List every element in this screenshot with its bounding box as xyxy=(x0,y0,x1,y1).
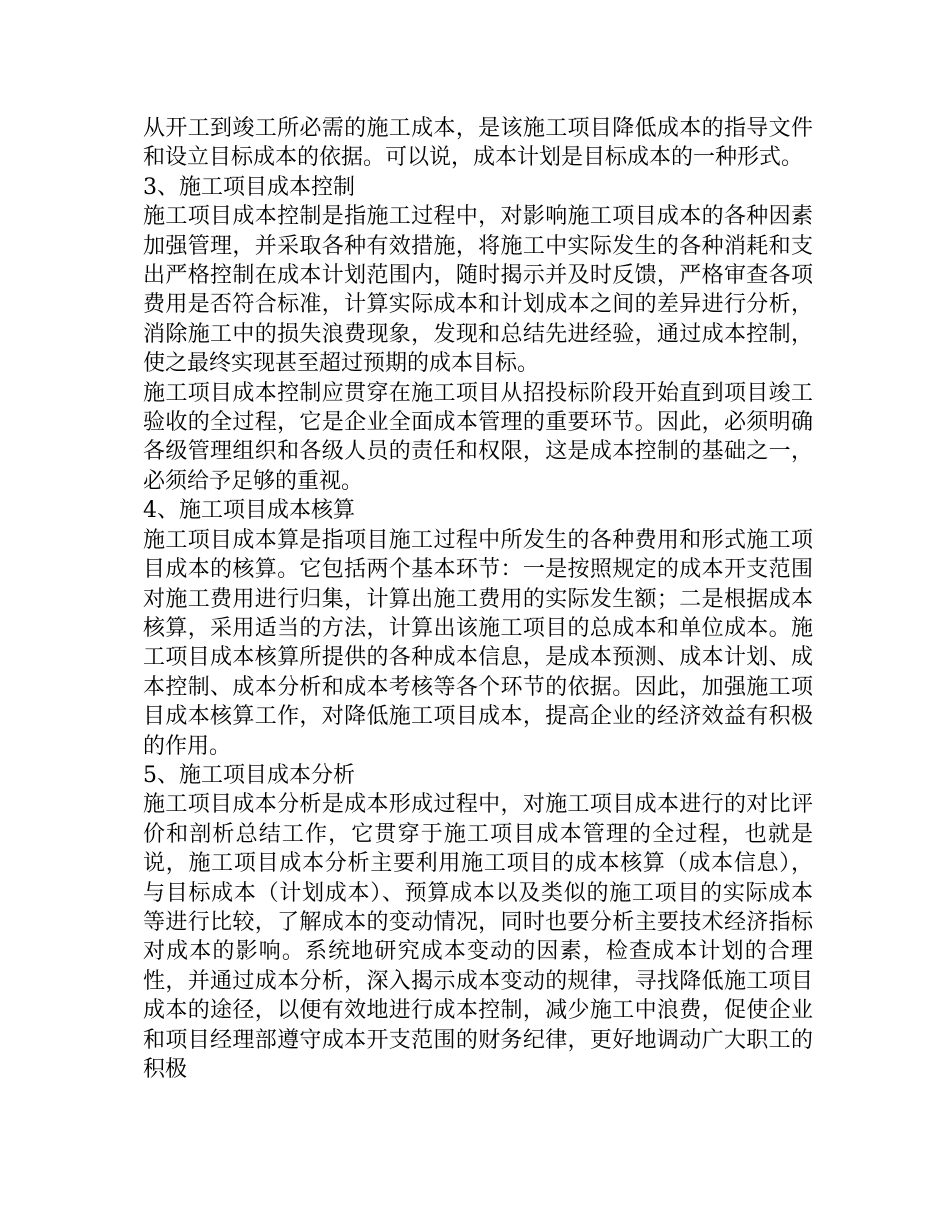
paragraph-cost-plan-continuation: 从开工到竣工所必需的施工成本，是该施工项目降低成本的指导文件和设立目标成本的依据。可以说，成本计划是目标成本的一种形式。 xyxy=(143,116,813,171)
paragraph-cost-analysis: 施工项目成本分析是成本形成过程中，对施工项目成本进行的对比评价和剖析总结工作，它贯穿于施工项目成本管理的全过程，也就是说，施工项目成本分析主要利用施工项目的成本核算（成本信息），与目标成本（计划成本）、预算成本以及类似的施工项目的实际成本等进行比较，了解成本的变动情况，同时也要分析主要技术经济指标对成本的影响。系统地研究成本变动的因素，检查成本计划的合理性，并通过成本分析，深入揭示成本变动的规律，寻找降低施工项目成本的途径，以便有效地进行成本控制，减少施工中浪费，促使企业和项目经理部遵守成本开支范围的财务纪律，更好地调动广大职工的积极 xyxy=(143,792,813,1082)
paragraph-cost-accounting: 施工项目成本算是指项目施工过程中所发生的各种费用和形式施工项目成本的核算。它包括两个基本环节：一是按照规定的成本开支范围对施工费用进行归集，计算出施工费用的实际发生额；二是根据成本核算，采用适当的方法，计算出该施工项目的总成本和单位成本。施工项目成本核算所提供的各种成本信息，是成本预测、成本计划、成本控制、成本分析和成本考核等各个环节的依据。因此，加强施工项目成本核算工作，对降低施工项目成本，提高企业的经济效益有积极的作用。 xyxy=(143,527,813,759)
heading-cost-control: 3、施工项目成本控制 xyxy=(143,174,355,200)
paragraph-cost-control-definition: 施工项目成本控制是指施工过程中，对影响施工项目成本的各种因素加强管理，并采取各种有效措施，将施工中实际发生的各种消耗和支出严格控制在成本计划范围内，随时揭示并及时反馈，严格审查各项费用是否符合标准，计算实际成本和计划成本之间的差异进行分析，消除施工中的损失浪费现象，发现和总结先进经验，通过成本控制，使之最终实现甚至超过预期的成本目标。 xyxy=(143,204,813,377)
heading-cost-accounting: 4、施工项目成本核算 xyxy=(143,498,355,524)
paragraph-cost-control-scope: 施工项目成本控制应贯穿在施工项目从招投标阶段开始直到项目竣工验收的全过程，它是企业全面成本管理的重要环节。因此，必须明确各级管理组织和各级人员的责任和权限，这是成本控制的基础之一，必须给予足够的重视。 xyxy=(143,380,813,494)
document-page xyxy=(143,114,813,1084)
heading-cost-analysis: 5、施工项目成本分析 xyxy=(143,762,355,788)
